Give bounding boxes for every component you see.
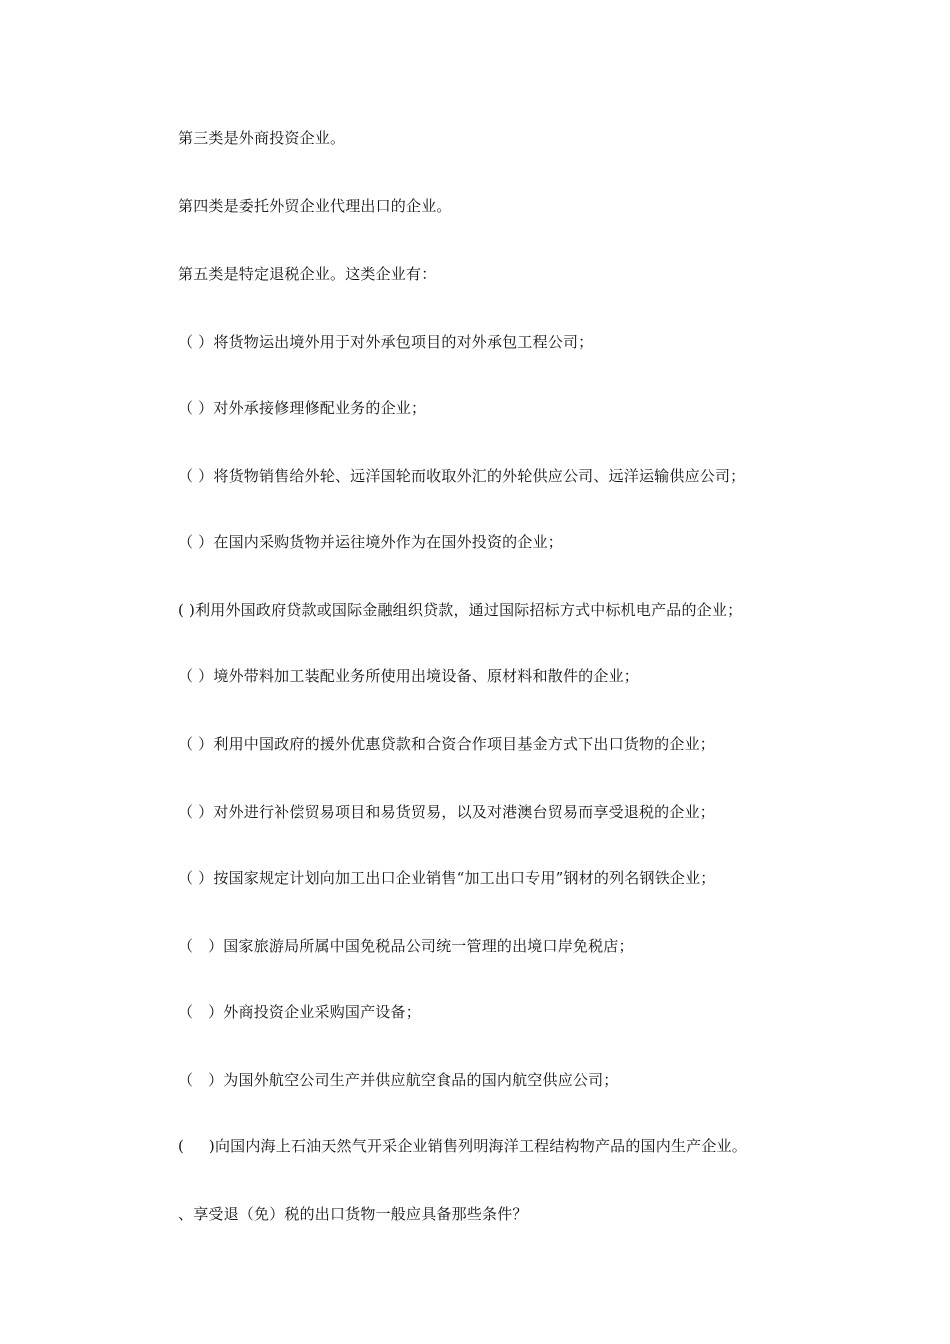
list-item-aviation-food: （ ）为国外航空公司生产并供应航空食品的国内航空供应公司； (178, 1071, 619, 1089)
list-item-domestic-equipment: （ ）外商投资企业采购国产设备； (178, 1003, 421, 1021)
paragraph-category-3: 第三类是外商投资企业。 (178, 129, 346, 147)
list-item-overseas-contracting: （ ）将货物运出境外用于对外承包项目的对外承包工程公司； (178, 333, 594, 351)
list-item-overseas-investment: （ ）在国内采购货物并运往境外作为在国外投资的企业； (178, 533, 563, 551)
paragraph-category-4: 第四类是委托外贸企业代理出口的企业。 (178, 197, 452, 215)
list-item-duty-free-shops: （ ）国家旅游局所属中国免税品公司统一管理的出境口岸免税店； (178, 937, 634, 955)
list-item-international-tender: ( )利用外国政府贷款或国际金融组织贷款，通过国际招标方式中标机电产品的企业； (178, 601, 743, 619)
section-question-heading: 、享受退（免）税的出口货物一般应具备那些条件？ (178, 1205, 528, 1223)
list-item-compensation-trade: （ ）对外进行补偿贸易项目和易货贸易，以及对港澳台贸易而享受退税的企业； (178, 803, 715, 821)
list-item-ship-supply: （ ）将货物销售给外轮、远洋国轮而收取外汇的外轮供应公司、远洋运输供应公司； (178, 467, 746, 485)
list-item-processing-assembly: （ ）境外带料加工装配业务所使用出境设备、原材料和散件的企业； (178, 667, 639, 685)
paragraph-category-5: 第五类是特定退税企业。这类企业有： (178, 265, 437, 283)
list-item-foreign-aid-loans: （ ）利用中国政府的援外优惠贷款和合资合作项目基金方式下出口货物的企业； (178, 735, 715, 753)
list-item-steel-enterprises: （ ）按国家规定计划向加工出口企业销售“加工出口专用”钢材的列名钢铁企业； (178, 869, 716, 887)
list-item-offshore-engineering: ( )向国内海上石油天然气开采企业销售列明海洋工程结构物产品的国内生产企业。 (178, 1137, 747, 1155)
list-item-repair-services: （ ）对外承接修理修配业务的企业； (178, 399, 427, 417)
